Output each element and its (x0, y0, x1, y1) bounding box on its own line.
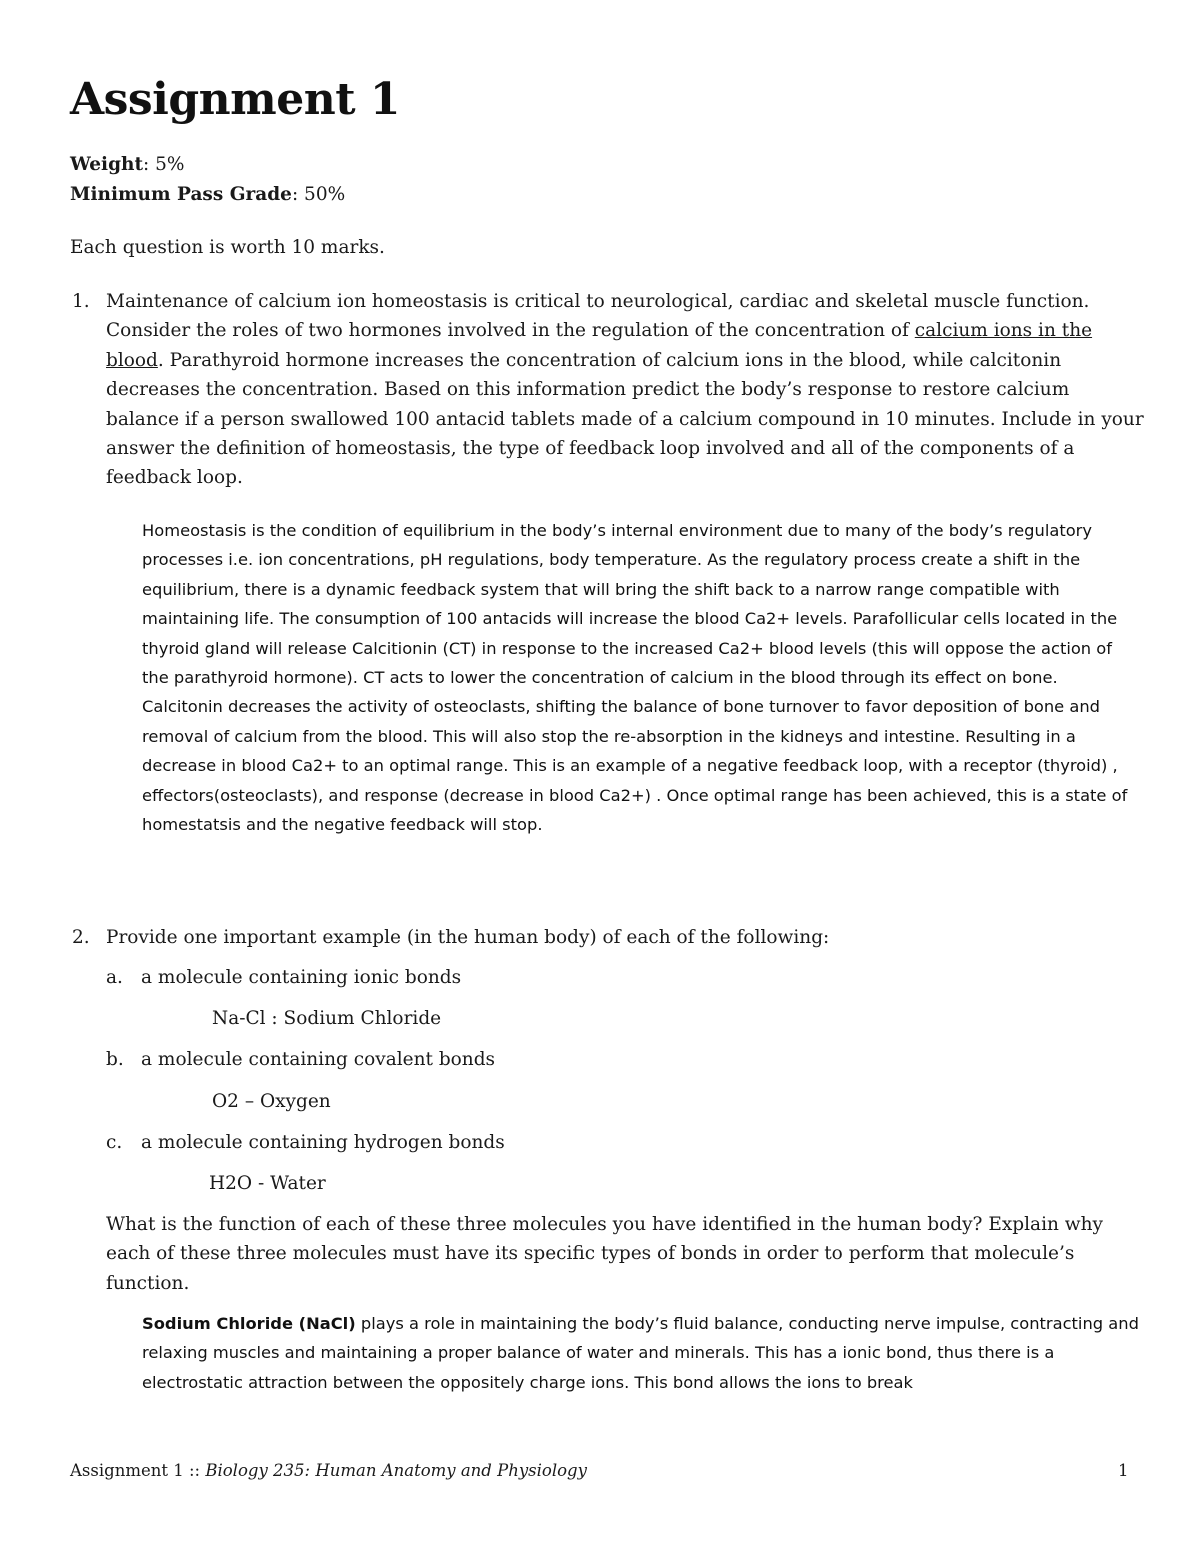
page-number: 1 (1118, 1461, 1129, 1480)
question-1-number: 1. (72, 291, 90, 312)
weight-line (70, 152, 184, 178)
question-1-text (106, 287, 1146, 493)
part-a-letter: a. (106, 967, 123, 988)
weight-label: Weight (70, 154, 143, 175)
part-b-answer: O2 – Oxygen (212, 1091, 331, 1112)
footer-course (70, 1459, 587, 1483)
weight-value: : 5% (143, 154, 185, 175)
footer-course-name: Biology 235: Human Anatomy and Physiology (205, 1461, 587, 1480)
question-1-text-part2: . Parathyroid hormone increases the concentration of calcium ions in the blood, while calcitonin decreases the concentration. Based on this information predict the body’s response to restore calcium balance if a person swallowed 100 antacid tablets made of a calcium compound in 10 minutes. Include in your answer the definition of homeostasis, the type of feedback loop involved and all of the components of a feedback loop. (106, 349, 1144, 489)
min-pass-line (70, 182, 345, 208)
part-c-answer: H2O - Water (209, 1173, 326, 1194)
part-b-letter: b. (106, 1049, 124, 1070)
part-a-text: a molecule containing ionic bonds (141, 967, 462, 988)
part-a-answer: Na-Cl : Sodium Chloride (212, 1008, 442, 1029)
footer-assignment: Assignment 1 :: (70, 1461, 206, 1480)
question-1-underlined: calcium ions in the blood (106, 320, 1093, 371)
question-2-text: Provide one important example (in the human body) of each of the following: (106, 927, 830, 948)
question-2-answer (142, 1309, 1142, 1397)
part-b-text: a molecule containing covalent bonds (141, 1049, 496, 1070)
question-1-answer: Homeostasis is the condition of equilibrium in the body’s internal environment due to many of the body’s regulatory processes i.e. ion concentrations, pH regulations, body temperature. As the regulatory process create a shift in the equilibrium, there is a dynamic feedback system that will bring the shift back to a narrow range compatible with maintaining life. The consumption of 100 antacids will increase the blood Ca2+ levels. Parafollicular cells located in the thyroid gland will release Calcitionin (CT) in response to the increased Ca2+ blood levels (this will oppose the action of the parathyroid hormone). CT acts to lower the concentration of calcium in the blood through its effect on bone. Calcitonin decreases the activity of osteoclasts, shifting the balance of bone turnover to favor deposition of bone and removal of calcium from the blood. This will also stop the re-absorption in the kidneys and intestine. Resulting in a decrease in blood Ca2+ to an optimal range. This is an example of a negative feedback loop, with a receptor (thyroid) , effectors(osteoclasts), and response (decrease in blood Ca2+) . Once optimal range has been achieved, this is a state of homestatsis and the negative feedback will stop. (142, 521, 1128, 835)
question-2-answer-bold: Sodium Chloride (NaCl) (142, 1314, 356, 1333)
min-pass-value: : 50% (291, 184, 346, 205)
min-pass-label: Minimum Pass Grade (70, 184, 292, 205)
question-2-followup: What is the function of each of these three molecules you have identified in the human body? Explain why each of these three molecules must have its specific types of bonds in order to perform that molecule’s function. (106, 1214, 1103, 1294)
page-title: Assignment 1 (70, 74, 400, 125)
intro-text: Each question is worth 10 marks. (70, 237, 385, 258)
question-2-answer-rest: plays a role in maintaining the body’s fluid balance, conducting nerve impulse, contracting and relaxing muscles and maintaining a proper balance of water and minerals. This has a ionic bond, thus there is a electrostatic attraction between the oppositely charge ions. This bond allows the ions to break (142, 1314, 1139, 1392)
question-2-number: 2. (72, 927, 90, 948)
part-c-text: a molecule containing hydrogen bonds (141, 1132, 505, 1153)
part-c-letter: c. (106, 1132, 123, 1153)
question-1-text-part1: Maintenance of calcium ion homeostasis is critical to neurological, cardiac and skeletal muscle function. Consider the roles of two hormones involved in the regulation of the concentration of (106, 291, 1090, 342)
